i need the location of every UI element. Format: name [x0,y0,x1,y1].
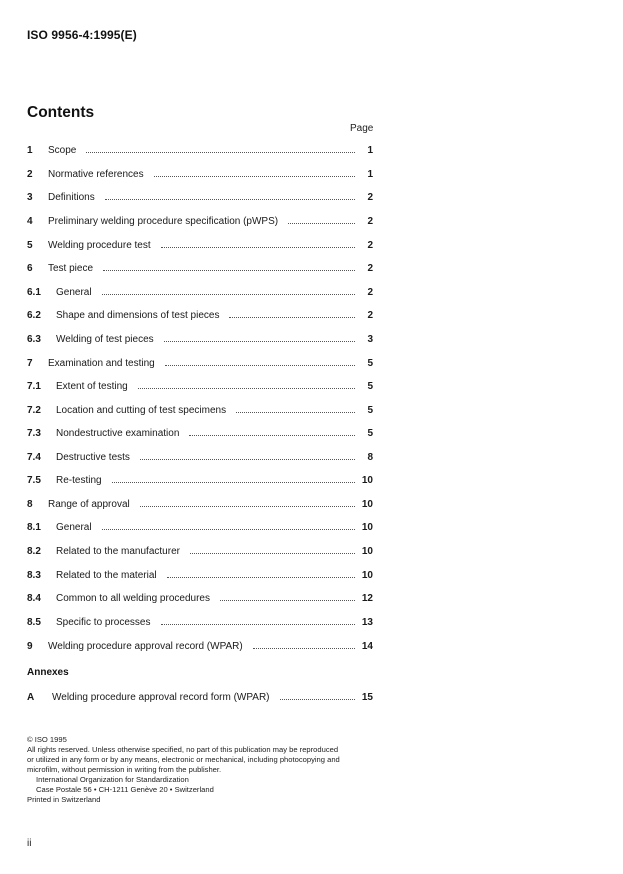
toc-entry-page: 2 [367,216,373,227]
toc-entry-number: 8.4 [27,593,41,604]
contents-heading: Contents [27,104,95,121]
toc-entry[interactable] [27,166,373,180]
toc-entry-title: Normative references [48,169,144,180]
toc-entry-title: Examination and testing [48,358,155,369]
toc-entry-page: 12 [361,593,373,604]
toc-entry-page: 10 [361,570,373,581]
toc-entry-number: 8.3 [27,570,41,581]
toc-entry-page: 2 [367,192,373,203]
annex-entry-title: Welding procedure approval record form (WPAR) [52,692,270,703]
toc-entry-title: Preliminary welding procedure specification (pWPS) [48,216,279,227]
toc-entry-number: 6 [27,263,33,274]
toc-entry-title: Welding of test pieces [56,334,154,345]
toc-entry-number: 8.1 [27,522,41,533]
toc-entry-page: 10 [361,475,373,486]
toc-entry-page: 5 [367,358,373,369]
toc-entry-title: Extent of testing [56,381,128,392]
rights-reserved-text: or utilized in any form or by any means, electronic or mechanical, including photocopying and [27,755,340,764]
toc-entry-title: Definitions [48,192,95,203]
dot-leader [112,482,355,483]
toc-entry-number: 7.1 [27,381,41,392]
toc-entry-page: 3 [367,334,373,345]
dot-leader [253,648,355,649]
toc-entry-title: Related to the manufacturer [56,546,180,557]
dot-leader [140,459,355,460]
toc-entry-title: Test piece [48,263,94,274]
toc-entry-number: 6.3 [27,334,41,345]
dot-leader [280,699,356,700]
toc-entry-page: 5 [367,405,373,416]
toc-entry-number: 9 [27,641,33,652]
toc-entry-page: 2 [367,310,373,321]
rights-reserved-text: All rights reserved. Unless otherwise specified, no part of this publication may be reproduced [27,745,339,754]
toc-entry-number: 3 [27,192,33,203]
organization-name: International Organization for Standardization [36,775,189,784]
toc-entry-number: 7.5 [27,475,41,486]
toc-entry-title: Scope [48,145,77,156]
dot-leader [105,199,355,200]
dot-leader [102,529,355,530]
toc-entry-title: Nondestructive examination [56,428,180,439]
toc-entry-number: 7 [27,358,33,369]
toc-entry[interactable] [27,402,373,416]
toc-entry-title: Welding procedure approval record (WPAR) [48,641,243,652]
toc-entry-number: 5 [27,240,33,251]
dot-leader [161,247,355,248]
toc-entry-title: Re-testing [56,475,102,486]
toc-entry-page: 14 [361,641,373,652]
dot-leader [190,553,355,554]
dot-leader [86,152,355,153]
toc-entry-title: General [56,522,92,533]
toc-entry[interactable] [27,425,373,439]
toc-entry[interactable] [27,614,373,628]
rights-reserved-text: microfilm, without permission in writing from the publisher. [27,765,222,774]
toc-entry-page: 10 [361,522,373,533]
toc-entry[interactable] [27,237,373,251]
annex-entry-letter: A [27,692,35,703]
toc-entry-number: 6.2 [27,310,41,321]
toc-entry-title: Specific to processes [56,617,151,628]
copyright-line: © ISO 1995 [27,735,67,744]
toc-entry[interactable] [27,331,373,345]
page-number: ii [27,838,32,849]
toc-entry-page: 5 [367,381,373,392]
dot-leader [288,223,355,224]
toc-entry[interactable] [27,638,373,652]
toc-entry[interactable] [27,449,373,463]
toc-entry-page: 10 [361,499,373,510]
toc-entry-number: 4 [27,216,33,227]
dot-leader [103,270,355,271]
annex-entry[interactable] [27,689,373,703]
annex-entry-page: 15 [361,692,373,703]
toc-entry-number: 6.1 [27,287,41,298]
toc-entry[interactable] [27,543,373,557]
dot-leader [154,176,355,177]
toc-entry[interactable] [27,472,373,486]
toc-entry[interactable] [27,590,373,604]
dot-leader [220,600,355,601]
dot-leader [138,388,355,389]
toc-entry[interactable] [27,189,373,203]
toc-entry-number: 7.2 [27,405,41,416]
dot-leader [189,435,355,436]
toc-entry[interactable] [27,519,373,533]
toc-entry-page: 5 [367,428,373,439]
toc-entry-page: 1 [367,145,373,156]
toc-entry[interactable] [27,142,373,156]
toc-entry-page: 2 [367,287,373,298]
toc-entry[interactable] [27,378,373,392]
toc-entry-number: 1 [27,145,33,156]
toc-entry-title: Shape and dimensions of test pieces [56,310,220,321]
dot-leader [140,506,355,507]
copyright-notice [27,735,373,805]
toc-entry-page: 1 [367,169,373,180]
organization-address: Case Postale 56 • CH-1211 Genève 20 • Switzerland [36,785,214,794]
toc-entry[interactable] [27,307,373,321]
toc-entry-page: 8 [367,452,373,463]
dot-leader [102,294,355,295]
toc-entry-number: 8.5 [27,617,41,628]
toc-entry-number: 7.4 [27,452,41,463]
toc-entry-page: 2 [367,263,373,274]
toc-entry-number: 7.3 [27,428,41,439]
toc-entry-title: Range of approval [48,499,130,510]
toc-entry-title: General [56,287,92,298]
toc-entry-title: Related to the material [56,570,157,581]
dot-leader [161,624,356,625]
dot-leader [229,317,355,318]
dot-leader [167,577,355,578]
toc-entry[interactable] [27,567,373,581]
toc-entry-number: 8.2 [27,546,41,557]
toc-entry-title: Location and cutting of test specimens [56,405,227,416]
toc-entry[interactable] [27,496,373,510]
toc-entry[interactable] [27,213,373,227]
page-column-label: Page [350,123,374,134]
toc-entry-title: Destructive tests [56,452,130,463]
toc-entry[interactable] [27,355,373,369]
dot-leader [165,365,355,366]
annexes-heading: Annexes [27,667,69,678]
dot-leader [164,341,355,342]
toc-entry[interactable] [27,260,373,274]
toc-entry-page: 13 [361,617,373,628]
toc-entry-number: 8 [27,499,33,510]
toc-entry-title: Welding procedure test [48,240,151,251]
toc-entry[interactable] [27,284,373,298]
toc-entry-title: Common to all welding procedures [56,593,210,604]
printed-in: Printed in Switzerland [27,795,101,804]
standard-identifier: ISO 9956-4:1995(E) [27,28,137,42]
toc-entry-page: 2 [367,240,373,251]
toc-entry-number: 2 [27,169,33,180]
dot-leader [236,412,355,413]
toc-entry-page: 10 [361,546,373,557]
